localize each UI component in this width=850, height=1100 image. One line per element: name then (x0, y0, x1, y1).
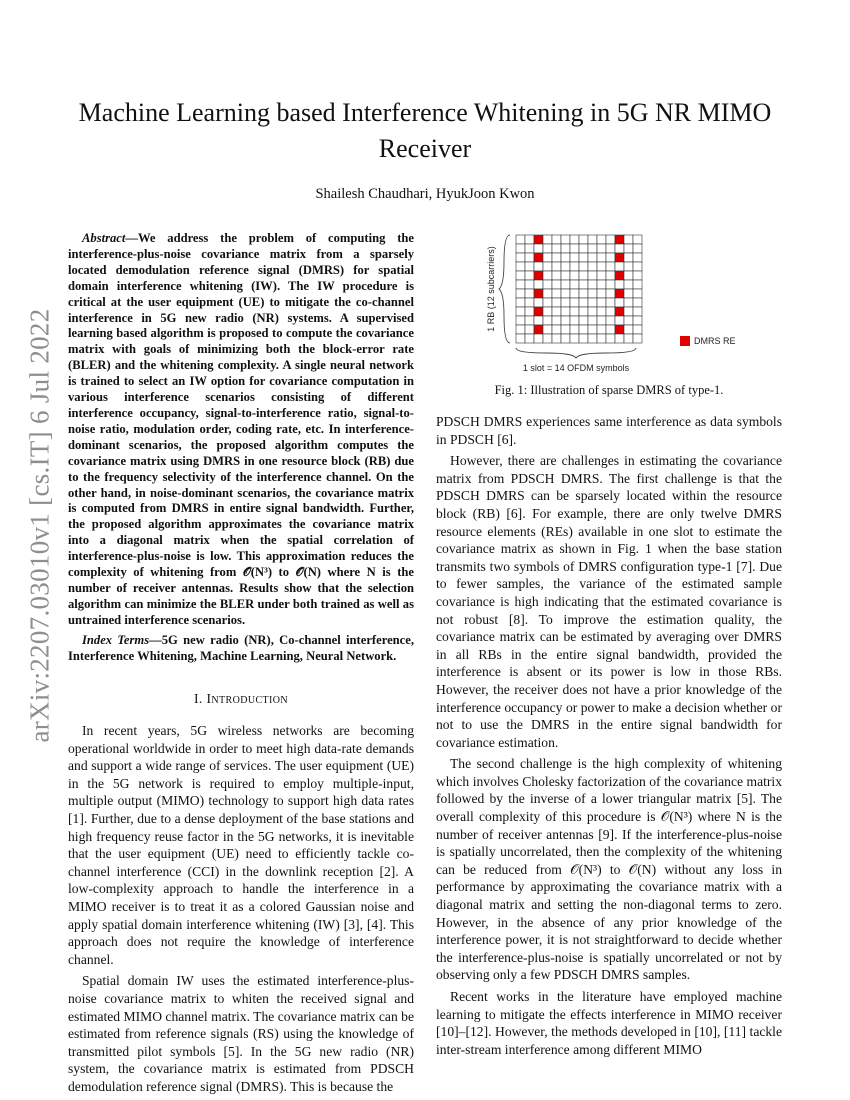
slot-brace (516, 348, 636, 358)
resource-element-cell (552, 253, 561, 262)
resource-element-cell (516, 280, 525, 289)
resource-element-cell (570, 289, 579, 298)
index-terms-lead: Index Terms (82, 632, 150, 647)
resource-element-cell (534, 244, 543, 253)
resource-element-cell (561, 316, 570, 325)
resource-element-cell (561, 244, 570, 253)
resource-element-cell (633, 271, 642, 280)
resource-element-cell (579, 325, 588, 334)
resource-element-cell (543, 334, 552, 343)
intro-paragraph-2: Spatial domain IW uses the estimated interference-plus-noise covariance matrix to whiten the received signal and estimated MIMO channel matrix. The covariance matrix can be estimated from reference signals (RS) using the knowledge of transmitted pilot symbols [5]. In the 5G new radio (NR) system, the covariance matrix is estimated from PDSCH demodulation reference signal (DMRS). This is because the (68, 973, 414, 1094)
resource-element-cell (561, 289, 570, 298)
figure-caption (436, 383, 782, 398)
resource-element-cell (606, 235, 615, 244)
resource-element-cell (606, 307, 615, 316)
resource-element-cell (516, 262, 525, 271)
resource-element-cell (615, 298, 624, 307)
resource-element-cell (552, 271, 561, 280)
resource-element-cell (588, 325, 597, 334)
resource-element-cell (516, 253, 525, 262)
resource-element-cell (570, 235, 579, 244)
resource-element-cell (579, 307, 588, 316)
resource-element-cell (588, 289, 597, 298)
dmrs-re-cell (534, 307, 543, 316)
resource-element-cell (606, 316, 615, 325)
resource-element-cell (588, 244, 597, 253)
resource-element-cell (516, 334, 525, 343)
legend-swatch (680, 336, 690, 346)
resource-element-cell (633, 307, 642, 316)
arxiv-id-text: arXiv:2207.03010v1 [cs.IT] 6 Jul 2022 (24, 307, 55, 743)
resource-element-cell (543, 262, 552, 271)
resource-element-cell (606, 289, 615, 298)
resource-element-cell (561, 253, 570, 262)
resource-element-cell (633, 262, 642, 271)
resource-element-cell (525, 316, 534, 325)
resource-element-cell (624, 307, 633, 316)
resource-element-cell (579, 289, 588, 298)
resource-element-cell (543, 253, 552, 262)
resource-element-cell (543, 271, 552, 280)
resource-element-cell (588, 316, 597, 325)
resource-element-cell (579, 280, 588, 289)
resource-element-cell (624, 271, 633, 280)
dmrs-re-cell (615, 289, 624, 298)
resource-element-cell (516, 298, 525, 307)
resource-element-cell (543, 298, 552, 307)
resource-element-cell (606, 271, 615, 280)
resource-element-cell (588, 307, 597, 316)
resource-element-cell (543, 316, 552, 325)
resource-element-cell (597, 253, 606, 262)
resource-element-cell (543, 244, 552, 253)
resource-element-cell (615, 262, 624, 271)
resource-element-cell (588, 235, 597, 244)
resource-element-cell (552, 325, 561, 334)
resource-element-cell (588, 280, 597, 289)
resource-element-cell (597, 298, 606, 307)
resource-element-cell (606, 280, 615, 289)
resource-element-cell (597, 307, 606, 316)
resource-element-cell (579, 244, 588, 253)
resource-element-cell (525, 307, 534, 316)
dmrs-re-cell (615, 325, 624, 334)
resource-element-cell (525, 298, 534, 307)
resource-element-cell (534, 280, 543, 289)
resource-element-cell (624, 235, 633, 244)
figure-caption-text: Illustration of sparse DMRS of type-1. (530, 383, 724, 397)
resource-element-cell (534, 334, 543, 343)
left-column (68, 231, 414, 1096)
resource-element-cell (579, 298, 588, 307)
resource-element-cell (615, 280, 624, 289)
resource-element-cell (606, 298, 615, 307)
paper-authors: Shailesh Chaudhari, HyukJoon Kwon (315, 186, 535, 202)
resource-element-cell (525, 244, 534, 253)
resource-element-cell (570, 253, 579, 262)
right-paragraph-1: PDSCH DMRS experiences same interference as data symbols in PDSCH [6]. (436, 414, 782, 447)
resource-element-cell (633, 334, 642, 343)
resource-element-cell (543, 289, 552, 298)
rb-brace (499, 235, 510, 343)
resource-element-cell (561, 307, 570, 316)
resource-element-cell (579, 316, 588, 325)
resource-element-cell (633, 253, 642, 262)
dmrs-re-cell (534, 235, 543, 244)
dmrs-re-cell (534, 325, 543, 334)
dmrs-re-cell (615, 271, 624, 280)
resource-element-cell (570, 262, 579, 271)
resource-element-cell (552, 316, 561, 325)
abstract (68, 231, 414, 629)
resource-element-cell (525, 262, 534, 271)
resource-element-cell (552, 280, 561, 289)
resource-element-cell (624, 316, 633, 325)
resource-element-cell (552, 334, 561, 343)
resource-element-cell (624, 280, 633, 289)
resource-element-cell (543, 280, 552, 289)
resource-element-cell (534, 298, 543, 307)
resource-element-cell (570, 244, 579, 253)
resource-element-cell (579, 235, 588, 244)
resource-element-cell (525, 280, 534, 289)
resource-element-cell (552, 262, 561, 271)
resource-element-cell (570, 280, 579, 289)
intro-paragraph-1: In recent years, 5G wireless networks are becoming operational worldwide in order to meet high data-rate demands and support a wide range of services. The user equipment (UE) in the 5G network is required to employ multiple-input, multiple output (MIMO) technology to support high data rates [1]. Further, due to a dense deployment of the base stations and high frequency reuse factor in the 5G networks, it is inevitable that the user equipment (UE) need to efficiently tackle co-channel interference (CCI) in the downlink reception [2]. A low-complexity approach to handle the interference in a MIMO receiver is to treat it as a colored Gaussian noise and apply spatial domain interference whitening (IW) [3], [4]. This approach does not require the knowledge of interference channel. (68, 723, 414, 967)
y-axis-label: 1 RB (12 subcarriers) (486, 246, 496, 332)
resource-element-cell (561, 271, 570, 280)
right-column (436, 413, 782, 1058)
abstract-text: —We address the problem of computing the interference-plus-noise covariance matrix from a sparsely located demodulation reference signal (DMRS) for spatial domain interference whitening (IW). The IW procedure is critical at the user equipment (UE) to mitigate the co-channel interference in 5G new radio (NR) systems. A supervised learning based algorithm is proposed to compute the covariance matrix with goals of minimizing both the block-error rate (BLER) and the whitening complexity. A single neural network is trained to select an IW option for covariance computation in various interference scenarios consisting of different interference occupancy, signal-to-interference ratio, signal-to-noise ratio, modulation order, coding rate, etc. In interference-dominant scenarios, the proposed algorithm computes the covariance matrix using DMRS in one resource block (RB) due to the frequency selectivity of the interference channel. On the other hand, in noise-dominant scenarios, the covariance matrix is computed from DMRS in entire signal bandwidth. Further, the proposed algorithm approximates the covariance matrix into a diagonal matrix when the spatial correlation of interference-plus-noise is low. This approximation reduces the complexity of whitening from 𝒪(N³) to 𝒪(N) where N is the number of receiver antennas. Results show that the selection algorithm can minimize the BLER under both trained as well as untrained interference scenarios. (68, 231, 414, 627)
resource-element-cell (525, 289, 534, 298)
resource-element-cell (552, 289, 561, 298)
right-paragraph-4: Recent works in the literature have employed machine learning to mitigate the effects interference in MIMO receiver [10]–[12]. However, the methods developed in [10], [11] tackle inter-stream interference among different MIMO (436, 989, 782, 1057)
resource-element-cell (525, 253, 534, 262)
resource-element-cell (606, 334, 615, 343)
resource-element-cell (633, 244, 642, 253)
legend-label: DMRS RE (694, 336, 736, 346)
index-terms-text: —5G new radio (NR), Co-channel interference, Interference Whitening, Machine Learning, Neural Network. (68, 632, 414, 663)
resource-element-cell (579, 334, 588, 343)
resource-element-cell (597, 271, 606, 280)
dmrs-grid-diagram (436, 222, 782, 382)
resource-element-cell (570, 271, 579, 280)
resource-element-cell (516, 289, 525, 298)
resource-element-cell (561, 280, 570, 289)
resource-element-cell (597, 235, 606, 244)
resource-element-cell (624, 325, 633, 334)
resource-element-cell (534, 316, 543, 325)
resource-element-cell (606, 253, 615, 262)
resource-element-cell (579, 262, 588, 271)
resource-element-cell (516, 316, 525, 325)
resource-element-cell (606, 244, 615, 253)
dmrs-re-cell (615, 235, 624, 244)
resource-element-cell (516, 235, 525, 244)
resource-element-cell (561, 325, 570, 334)
resource-element-cell (570, 325, 579, 334)
resource-element-cell (525, 235, 534, 244)
resource-element-cell (633, 235, 642, 244)
dmrs-re-cell (534, 271, 543, 280)
resource-element-cell (570, 334, 579, 343)
resource-element-cell (615, 244, 624, 253)
resource-element-cell (525, 334, 534, 343)
resource-element-cell (624, 289, 633, 298)
resource-element-cell (543, 325, 552, 334)
resource-element-cell (606, 262, 615, 271)
resource-element-cell (579, 253, 588, 262)
resource-element-cell (588, 253, 597, 262)
resource-element-cell (552, 235, 561, 244)
figure-dmrs-grid (436, 222, 782, 402)
resource-element-cell (525, 325, 534, 334)
resource-element-cell (606, 325, 615, 334)
resource-element-cell (516, 307, 525, 316)
resource-grid (516, 235, 642, 343)
resource-element-cell (516, 325, 525, 334)
resource-element-cell (534, 262, 543, 271)
resource-element-cell (543, 307, 552, 316)
resource-element-cell (624, 253, 633, 262)
resource-element-cell (561, 235, 570, 244)
resource-element-cell (597, 244, 606, 253)
resource-element-cell (624, 244, 633, 253)
x-axis-label: 1 slot = 14 OFDM symbols (522, 363, 630, 373)
resource-element-cell (525, 271, 534, 280)
resource-element-cell (624, 298, 633, 307)
right-paragraph-2: However, there are challenges in estimating the covariance matrix from PDSCH DMRS. The first challenge is that the PDSCH DMRS can be sparsely located within the resource block (RB) [6]. For example, there are only twelve DMRS resource elements (REs) available in one slot to estimate the covariance matrix as shown in Fig. 1 when the base station transmits two symbols of DMRS configuration type-1 [7]. Due to fewer samples, the variance of the estimated sample covariance is high indicating that the estimated covariance is not robust [8]. To improve the estimation quality, the covariance matrix can be estimated by averaging over DMRS in all RBs in the entire signal bandwidth, provided the interference is absent or its power is low in those RBs. However, the receiver does not have a prior knowledge of the interference occupancy or power to make a decision whether or not to use the DMRS in the entire signal bandwidth for covariance estimation. (436, 453, 782, 750)
abstract-lead: Abstract (82, 231, 126, 245)
resource-element-cell (588, 298, 597, 307)
resource-element-cell (579, 271, 588, 280)
resource-element-cell (570, 316, 579, 325)
resource-element-cell (588, 271, 597, 280)
resource-element-cell (552, 298, 561, 307)
right-paragraph-3: The second challenge is the high complexity of whitening which involves Cholesky factorization of the covariance matrix followed by the inverse of a lower triangular matrix [5]. The overall complexity of this procedure is 𝒪(N³) where N is the number of receiver antennas [9]. If the interference-plus-noise is spatially uncorrelated, then the complexity of the whitening can be reduced from 𝒪(N³) to 𝒪(N) without any loss in performance by approximating the covariance matrix with a diagonal matrix and setting the non-diagonal terms to zero. However, in the absence of any prior knowledge of the interference power, it is not straightforward to decide whether the interference-plus-noise is spatially uncorrelated or not by observing only a few PDSCH DMRS samples. (436, 756, 782, 983)
resource-element-cell (561, 334, 570, 343)
dmrs-re-cell (534, 253, 543, 262)
dmrs-re-cell (534, 289, 543, 298)
resource-element-cell (570, 307, 579, 316)
resource-element-cell (615, 316, 624, 325)
resource-element-cell (633, 316, 642, 325)
resource-element-cell (633, 289, 642, 298)
dmrs-re-cell (615, 307, 624, 316)
resource-element-cell (633, 325, 642, 334)
resource-element-cell (552, 307, 561, 316)
index-terms (68, 633, 414, 665)
resource-element-cell (561, 298, 570, 307)
resource-element-cell (516, 244, 525, 253)
resource-element-cell (597, 289, 606, 298)
arxiv-identifier (14, 290, 66, 760)
section-heading-introduction: I. Introduction (193, 691, 289, 707)
resource-element-cell (624, 262, 633, 271)
resource-element-cell (543, 235, 552, 244)
dmrs-re-cell (615, 253, 624, 262)
resource-element-cell (633, 280, 642, 289)
resource-element-cell (615, 334, 624, 343)
figure-caption-label: Fig. 1: (494, 383, 528, 397)
resource-element-cell (597, 325, 606, 334)
resource-element-cell (552, 244, 561, 253)
resource-element-cell (597, 334, 606, 343)
resource-element-cell (624, 334, 633, 343)
resource-element-cell (597, 280, 606, 289)
resource-element-cell (561, 262, 570, 271)
paper-title: Machine Learning based Interference Whitening in 5G NR MIMO Receiver (78, 98, 772, 163)
resource-element-cell (588, 334, 597, 343)
resource-element-cell (516, 271, 525, 280)
resource-element-cell (597, 316, 606, 325)
resource-element-cell (570, 298, 579, 307)
resource-element-cell (633, 298, 642, 307)
resource-element-cell (597, 262, 606, 271)
resource-element-cell (588, 262, 597, 271)
